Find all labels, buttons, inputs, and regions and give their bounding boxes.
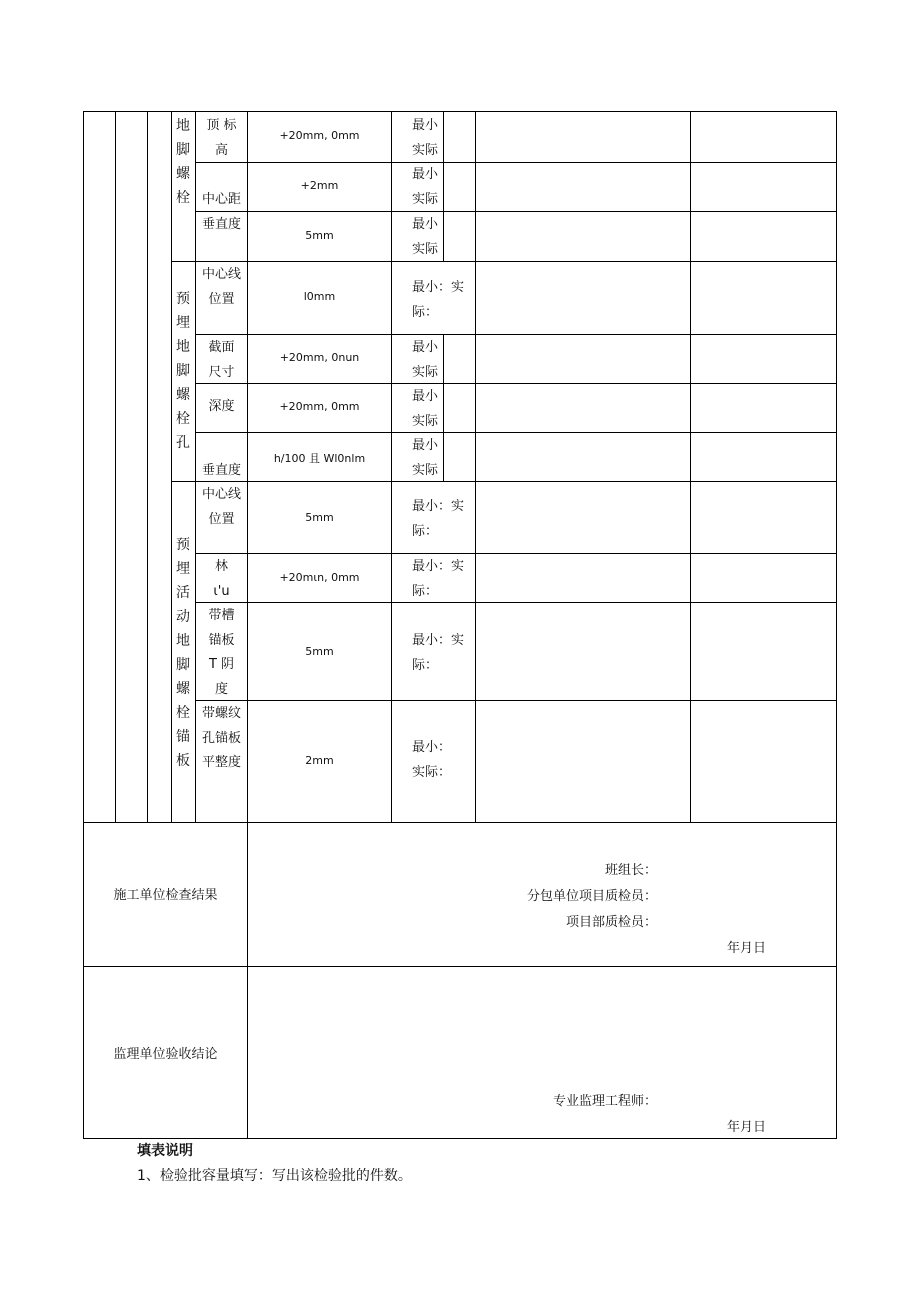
- measure-cell: 最小： 实际：: [412, 740, 452, 780]
- notes-line-1: 1、检验批容量填写：写出该检验批的件数。: [137, 1168, 412, 1184]
- item-cell: 顶 标 高: [206, 118, 237, 158]
- tolerance-cell: +20mm, 0mm: [279, 400, 360, 413]
- item-cell: 中心距: [201, 191, 241, 207]
- measure-cell: 最小：实 际：: [412, 559, 465, 599]
- tolerance-cell: l0mm: [303, 290, 336, 303]
- tolerance-cell: +20mιn, 0mm: [279, 571, 360, 584]
- tolerance-cell: 2mm: [305, 754, 334, 767]
- construction-result-label: 施工单位检查结果: [113, 888, 218, 903]
- measure-cell: 最小 实际: [412, 118, 439, 158]
- item-cell: 深度: [208, 399, 235, 414]
- item-cell: 林 ι'u: [213, 559, 230, 599]
- supervision-date: 年月日: [727, 1120, 767, 1135]
- tolerance-cell: 5mm: [305, 229, 334, 242]
- item-cell: 中心线 位置: [201, 267, 241, 307]
- tolerance-cell: h/100 且 Wl0nlm: [273, 452, 366, 465]
- tolerance-cell: +20mm, 0nun: [279, 351, 360, 364]
- measure-cell: 最小 实际: [412, 217, 439, 257]
- tolerance-cell: 5mm: [305, 645, 334, 658]
- tolerance-cell: +20mm, 0mm: [279, 129, 360, 142]
- sub-inspector-signature: 分包单位项目质检员：: [526, 889, 657, 904]
- tolerance-cell: 5mm: [305, 511, 334, 524]
- item-cell: 截面 尺寸: [208, 340, 235, 380]
- supervision-engineer-signature: 专业监理工程师：: [552, 1094, 657, 1109]
- supervision-conclusion-label: 监理单位验收结论: [113, 1047, 218, 1062]
- measure-cell: 最小：实 际：: [412, 499, 465, 539]
- notes-title: 填表说明: [137, 1143, 193, 1159]
- construction-date: 年月日: [727, 941, 767, 956]
- measure-cell: 最小 实际: [412, 340, 439, 380]
- measure-cell: 最小 实际: [412, 389, 439, 429]
- measure-cell: 最小 实际: [412, 167, 439, 207]
- item-cell: 带槽 锚板 T 阴 度: [208, 608, 235, 697]
- group-label-anchor-bolt: 地脚螺栓: [176, 118, 190, 206]
- item-cell: 垂直度: [201, 462, 241, 478]
- group-label-embedded-anchor-plate: 预埋活动地脚螺栓锚板: [176, 537, 190, 769]
- group-label-embedded-bolt-hole: 预埋地脚螺栓孔: [176, 291, 190, 451]
- measure-cell: 最小：实 际：: [412, 280, 465, 320]
- measure-cell: 最小 实际: [412, 438, 439, 478]
- team-leader-signature: 班组长：: [604, 863, 657, 878]
- tolerance-cell: +2mm: [300, 179, 339, 192]
- item-cell: 中心线 位置: [201, 487, 241, 527]
- item-cell: 垂直度: [201, 217, 241, 232]
- measure-cell: 最小：实 际：: [412, 633, 465, 673]
- project-inspector-signature: 项目部质检员：: [565, 915, 657, 930]
- item-cell: 带螺纹 孔锚板 平整度: [201, 706, 241, 770]
